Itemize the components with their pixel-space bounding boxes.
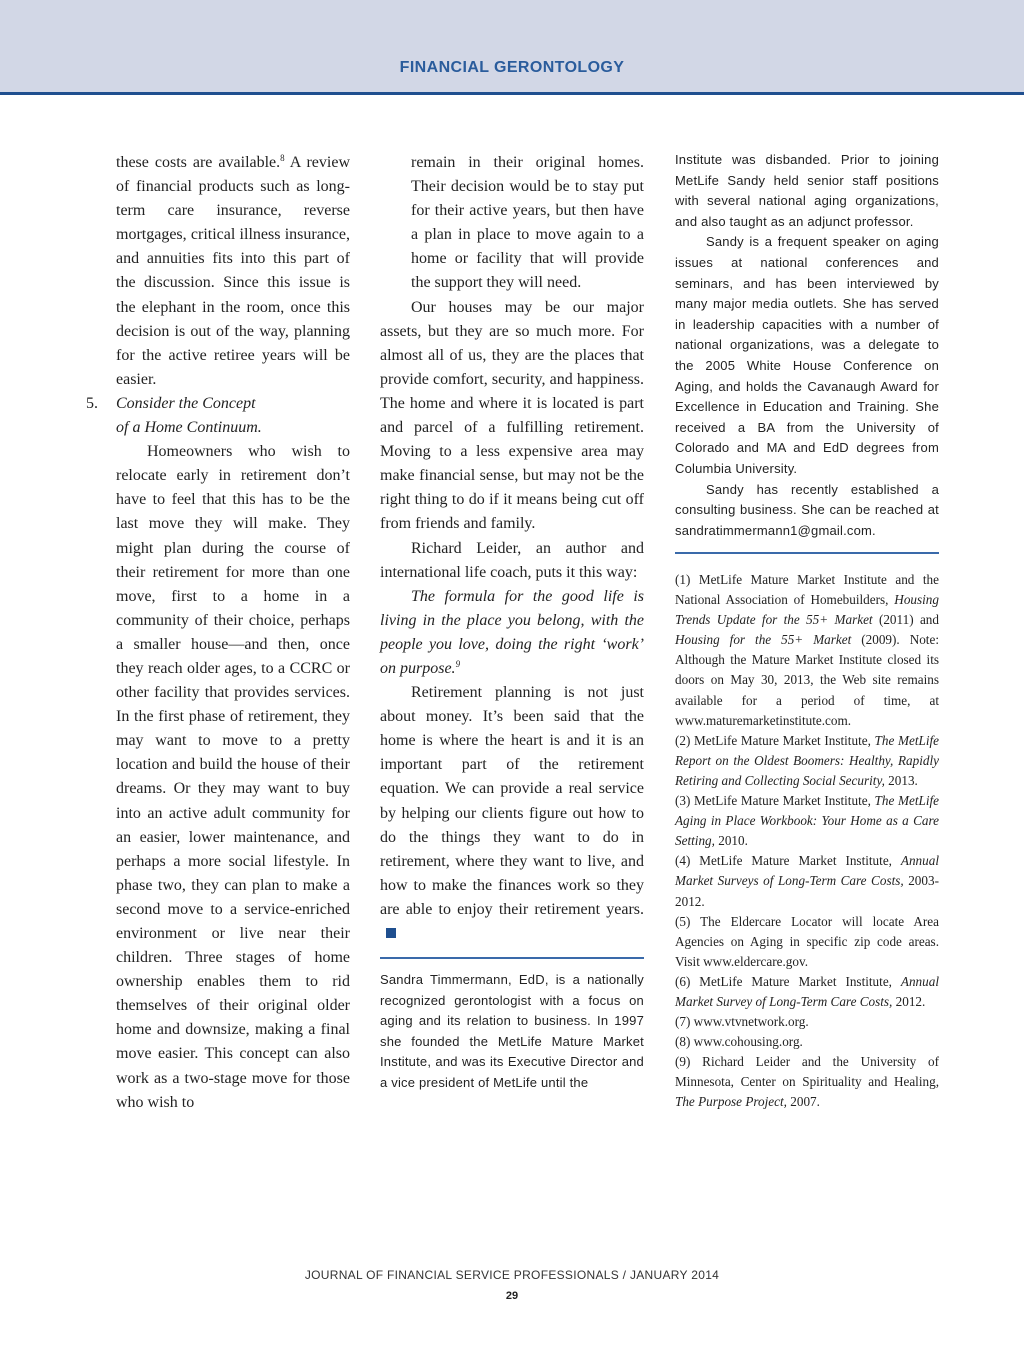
footnote: (1) MetLife Mature Market Institute and the National Association of Homebuilders, Housing Trends Update for the 55+ Market (2011) and Housing for the 55+ Market (2009). Note: Although the Mature Market Institute closed its doors on May 30, 2013, the Web site remains available for a period of time, at www.maturemarketinstitute.com.: [675, 572, 939, 728]
footnote: (8) www.cohousing.org.: [675, 1034, 803, 1050]
footnotes: [675, 570, 939, 1113]
footnote-ref: 8: [280, 153, 285, 163]
paragraph: Sandy has recently established a consulting business. She can be reached at sandratimmermann1@gmail.com.: [675, 481, 939, 538]
paragraph: remain in their original homes. Their decision would be to stay put for their active years, but then have a plan in place to move again to a home or facility that will provide the support they will need.: [411, 154, 644, 292]
footnote: (3) MetLife Mature Market Institute, The MetLife Aging in Place Workbook: Your Home as a Care Setting, 2010.: [675, 793, 939, 849]
article-column-2: [380, 151, 644, 946]
paragraph: Our houses may be our major assets, but they are so much more. For almost all of us, they are the places that provide comfort, security, and happiness. The home and where it is located is part and parcel of a fulfilling retirement. Moving to a less expensive area may make financial sense, but may not be the right thing to do if it means being cut off from friends and family.: [380, 298, 644, 533]
list-item-title: Consider the Concept: [116, 394, 256, 412]
paragraph: Institute was disbanded. Prior to joining MetLife Sandy held senior staff positions with several national aging organizations, and also taught as an adjunct professor.: [675, 152, 939, 229]
footnote: (5) The Eldercare Locator will locate Area Agencies on Aging in specific zip code areas. Visit www.eldercare.gov.: [675, 913, 939, 969]
author-bio-continued: [675, 150, 939, 541]
divider: [675, 552, 939, 554]
journal-footer: JOURNAL OF FINANCIAL SERVICE PROFESSIONALS / JANUARY 2014: [304, 1268, 720, 1282]
list-item-title: of a Home Continuum.: [116, 419, 262, 437]
footnote: (7) www.vtvnetwork.org.: [675, 1014, 809, 1030]
paragraph: these costs are available.$^8$ A review of financial products such as long-term care insurance, reverse mortgages, critical illness insurance, and annuities fits into this part of the discussion. Since this issue is the elephant in the room, once this decision is out of the way, planning for the active retiree years will be easier.: [116, 153, 350, 388]
paragraph: Sandy is a frequent speaker on aging issues at national conferences and seminars, and has been interviewed by many major media outlets. She has served in leadership capacities with a number of national organizations, was a delegate to the 2005 White House Conference on Aging, and holds the Cavanaugh Award for Excellence in Education and Training. She received a BA from the University of Colorado and MA and EdD degrees from Columbia University.: [675, 234, 939, 476]
paragraph: Richard Leider, an author and international life coach, puts it this way:: [380, 539, 644, 581]
footnote: (9) Richard Leider and the University of Minnesota, Center on Spirituality and Healing, The Purpose Project, 2007.: [675, 1054, 939, 1110]
list-item: [86, 392, 350, 1115]
page-number: 29: [505, 1290, 519, 1302]
paragraph: Retirement planning is not just about money. It’s been said that the home is where the heart is and it is an important part of the retirement equation. We can provide a real service by helping our clients figure out how to do the things they want to do in retirement, where they want to live, and how to make the finances work so they are able to enjoy their retirement years.: [380, 681, 644, 946]
quote: The formula for the good life is living in the place you belong, with the people you love, doing the right ‘work’ on purpose.$^9$: [380, 587, 644, 677]
end-of-article-mark: [386, 928, 396, 938]
section-title: FINANCIAL GERONTOLOGY: [399, 59, 625, 76]
list-number: 5.: [86, 394, 98, 412]
author-bio: [380, 970, 644, 1094]
footnote: (6) MetLife Mature Market Institute, Annual Market Survey of Long-Term Care Costs, 2012.: [675, 973, 939, 1009]
footnote: (4) MetLife Mature Market Institute, Annual Market Surveys of Long-Term Care Costs, 2003-2012.: [675, 853, 939, 909]
page-header: [0, 0, 1024, 95]
paragraph: Homeowners who wish to relocate early in retirement don’t have to feel that this has to be the last move they will make. They might plan during the course of their retirement for more than one move, first to a home in a community of their choice, perhaps a smaller house—and then, once they reach older ages, to a CCRC or other facility that provides services. In the first phase of retirement, they may want to move to a pretty location and build the house of their dreams. Or they may want to buy into an active adult community for an easier, lower maintenance, and perhaps a more social lifestyle. In phase two, they can plan to make a second move to a service-enriched environment or live near their children. Three stages of home ownership enables them to rid themselves of their original older home and downsize, making a final move easier. This concept can also work as a two-stage move for those who wish to: [116, 443, 350, 1111]
footnote-ref: 9: [455, 658, 461, 669]
footnote: (2) MetLife Mature Market Institute, The MetLife Report on the Oldest Boomers: Healthy, Rapidly Retiring and Collecting Social Security, 2013.: [675, 732, 939, 788]
divider: [380, 957, 644, 959]
paragraph: Sandra Timmermann, EdD, is a nationally recognized gerontologist with a focus on aging and its relation to business. In 1997 she founded the MetLife Mature Market Institute, and was its Executive Director and a vice president of MetLife until the: [380, 972, 644, 1090]
article-column-1: [86, 151, 350, 1115]
